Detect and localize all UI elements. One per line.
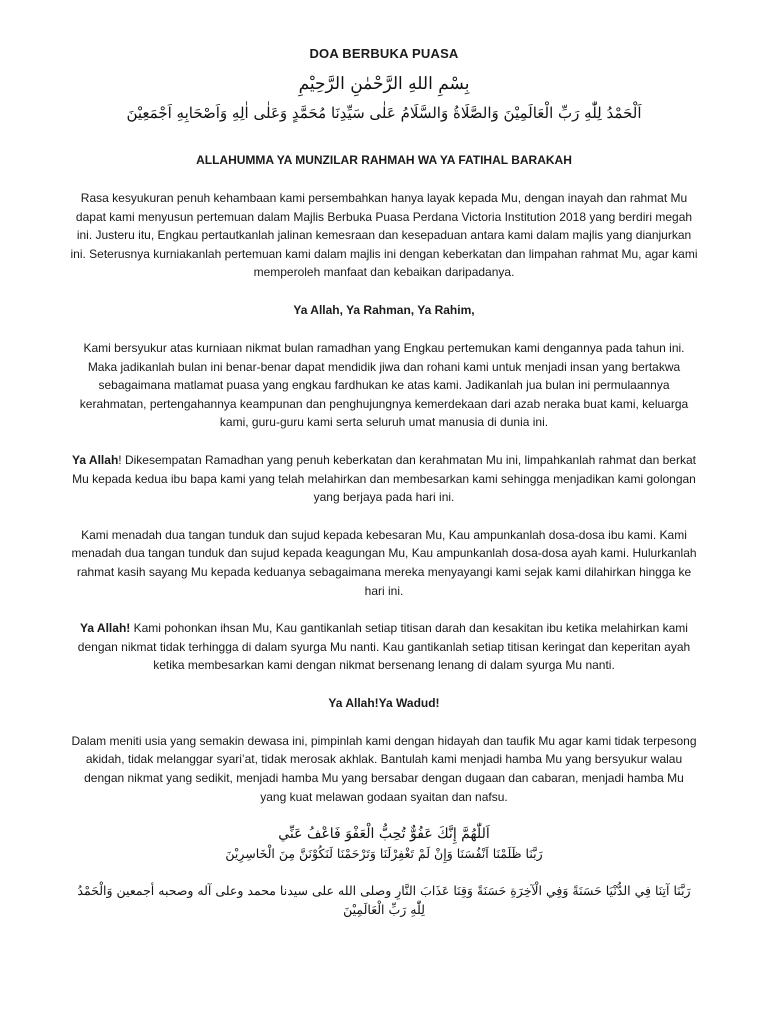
bismillah-text: بِسْمِ اللهِ الرَّحْمٰنِ الرَّحِيْمِ: [298, 74, 470, 94]
document-title: DOA BERBUKA PUASA: [309, 46, 459, 61]
paragraph-forgiveness: Kami menadah dua tangan tunduk dan sujud kepada kebesaran Mu, Kau ampunkanlah dosa-dosa ibu kami. Kami menadah dua tangan tunduk dan sujud kepada keagungan Mu, Kau ampunkanlah dosa-dosa ayah kami. Hulurkanlah rahmat kasih sayang Mu kepada keduanya sebagaimana mereka menyayangi kami sejak kami dilahirkan hingga ke hari ini.: [71, 527, 697, 598]
arabic-dua-zalamna: رَبَّنَا ظَلَمْنَا اَنْفُسَنَا وَإِنْ لَمْ تَغْفِرْلَنَا وَتَرْحَمْنَا لَنَكُوْنَنَّ مِنَ الْخَاسِرِيْنَ: [225, 846, 543, 862]
paragraph-ramadhan: Kami bersyukur atas kurniaan nikmat bulan ramadhan yang Engkau pertemukan kami dengannya pada tahun ini. Maka jadikanlah bulan ini benar-benar dapat mendidik jiwa dan rohani kami untuk menjadi insan yang bertakwa sebagaimana matlamat puasa yang engkau fardhukan ke atas kami. Jadikanlah jua bulan ini permulaannya kerahmatan, pertengahannya keampunan dan penghujungnya kemerdekaan dari azab neraka buat kami, keluarga kami, guru-guru kami serta seluruh umat manusia di dunia ini.: [79, 340, 689, 430]
arabic-dua-rabbana-atina: رَبَّنَا آتِنَا فِي الدُّنْيَا حَسَنَةً وَفِي الْآخِرَةِ حَسَنَةً وَقِنَا عَذَابَ النَّارِ وصلى الله على سيدنا محمد وعلى آله وصحبه أجمعين وَالْحَمْدُ لِلّٰهِ رَبِّ الْعَالَمِيْنَ: [77, 883, 691, 918]
paragraph-lead: Ya Allah!: [80, 621, 131, 636]
paragraph-body: ! Dikesempatan Ramadhan yang penuh keberkatan dan kerahmatan Mu ini, limpahkanlah rahmat dan berkat Mu kepada kedua ibu bapa kami yang telah melahirkan dan membesarkan kami sehingga menjadikan kami golongan yang berjaya pada hari ini.: [72, 452, 696, 505]
arabic-dua-afwu: اَللّٰهُمَّ إِنَّكَ عَفُوٌّ تُحِبُّ الْعَفْوَ فَاعْفُ عَنِّي: [278, 826, 490, 843]
hamdalah-text: اَلْحَمْدُ لِلّٰهِ رَبِّ الْعَالَمِيْنَ وَالصَّلَاةُ وَالسَّلَامُ عَلٰى سَيِّدِنَا مُحَمَّدٍ وَعَلٰى اٰلِهِ وَاَصْحَابِهِ اَجْمَعِيْنَ: [126, 104, 642, 122]
heading-ya-wadud: Ya Allah!Ya Wadud!: [328, 695, 440, 710]
paragraph-opening: Rasa kesyukuran penuh kehambaan kami persembahkan hanya layak kepada Mu, dengan inayah dan rahmat Mu dapat kami menyusun pertemuan dalam Majlis Berbuka Puasa Perdana Victoria Institution 2018 yang berdiri megah ini. Justeru itu, Engkau pertautkanlah jalinan kemesraan dan kesepaduan antara kami dalam majlis yang dianjurkan ini. Seterusnya kurniakanlah pertemuan kami dalam majlis ini dengan keberkatan dan limpahan rahmat Mu, agar kami memperoleh manfaat dan kebaikan daripadanya.: [70, 191, 698, 280]
paragraph-ihsan: [70, 619, 698, 675]
document-subtitle: ALLAHUMMA YA MUNZILAR RAHMAH WA YA FATIHAL BARAKAH: [196, 153, 572, 167]
paragraph-guidance: Dalam meniti usia yang semakin dewasa ini, pimpinlah kami dengan hidayah dan taufik Mu agar kami tidak terpesong akidah, tidak melanggar syari’at, tidak merosak akhlak. Bantulah kami menjadi hamba Mu yang bersyukur walau dengan nikmat yang sedikit, menjadi hamba Mu yang bersabar dengan dugaan dan cabaran, menjadi hamba Mu yang kuat melawan godaan syaitan dan nafsu.: [71, 733, 697, 804]
paragraph-lead: Ya Allah: [72, 452, 119, 467]
paragraph-parents-blessing: [70, 451, 698, 507]
paragraph-body: Kami pohonkan ihsan Mu, Kau gantikanlah setiap titisan darah dan kesakitan ibu ketika melahirkan kami dengan nikmat tidak terhingga di dalam syurga Mu nanti. Kau gantikanlah setiap titisan keringat dan keperitan ayah ketika membesarkan kami dengan nikmat bersenang lenang di dalam syurga Mu nanti.: [77, 621, 691, 673]
heading-ya-allah-ya-rahman: Ya Allah, Ya Rahman, Ya Rahim,: [293, 302, 475, 317]
